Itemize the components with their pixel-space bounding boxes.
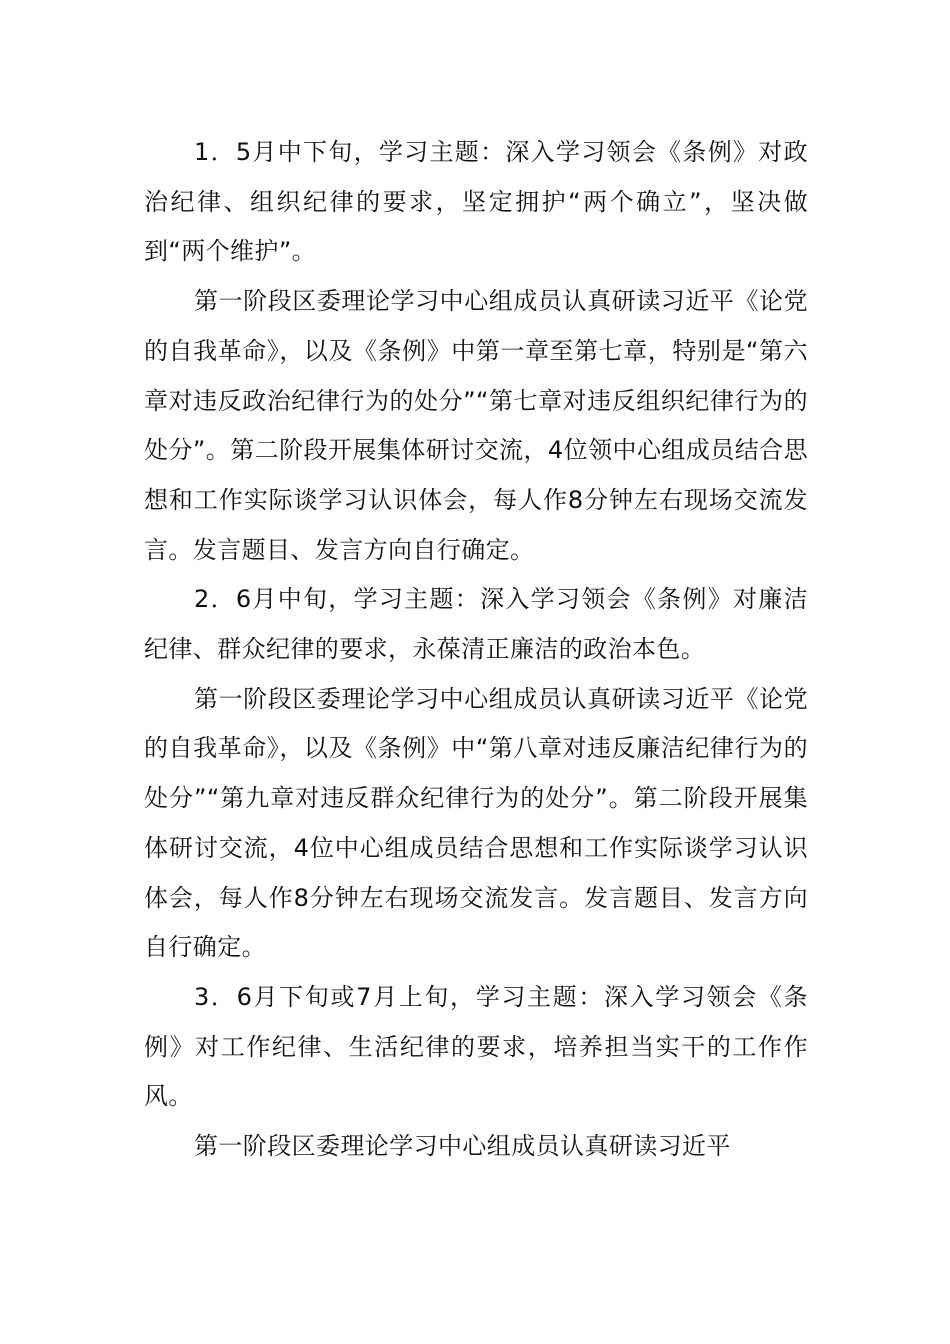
- paragraph-item-2: 2．6月中旬，学习主题：深入学习领会《条例》对廉洁纪律、群众纪律的要求，永葆清正廉洁的政治本色。: [144, 585, 808, 664]
- paragraph-item-1: 1．5月中下旬，学习主题：深入学习领会《条例》对政治纪律、组织纪律的要求，坚定拥护“两个确立”，坚决做到“两个维护”。: [144, 138, 808, 266]
- paragraph-body-1: 第一阶段区委理论学习中心组成员认真研读习近平《论党的自我革命》，以及《条例》中第一章至第七章，特别是“第六章对违反政治纪律行为的处分”“第七章对违反组织纪律行为的处分”。第二阶段开展集体研讨交流，4位领中心组成员结合思想和工作实际谈学习认识体会，每人作8分钟左右现场交流发言。发言题目、发言方向自行确定。: [144, 287, 808, 564]
- paragraph-body-2: 第一阶段区委理论学习中心组成员认真研读习近平《论党的自我革命》，以及《条例》中“第八章对违反廉洁纪律行为的处分”“第九章对违反群众纪律行为的处分”。第二阶段开展集体研讨交流，4位中心组成员结合思想和工作实际谈学习认识体会，每人作8分钟左右现场交流发言。发言题目、发言方向自行确定。: [144, 684, 808, 962]
- document-body: [144, 128, 808, 1172]
- paragraph-body-3: 第一阶段区委理论学习中心组成员认真研读习近平: [194, 1132, 731, 1161]
- paragraph-item-3: 3．6月下旬或7月上旬，学习主题：深入学习领会《条例》对工作纪律、生活纪律的要求，培养担当实干的工作作风。: [144, 982, 808, 1111]
